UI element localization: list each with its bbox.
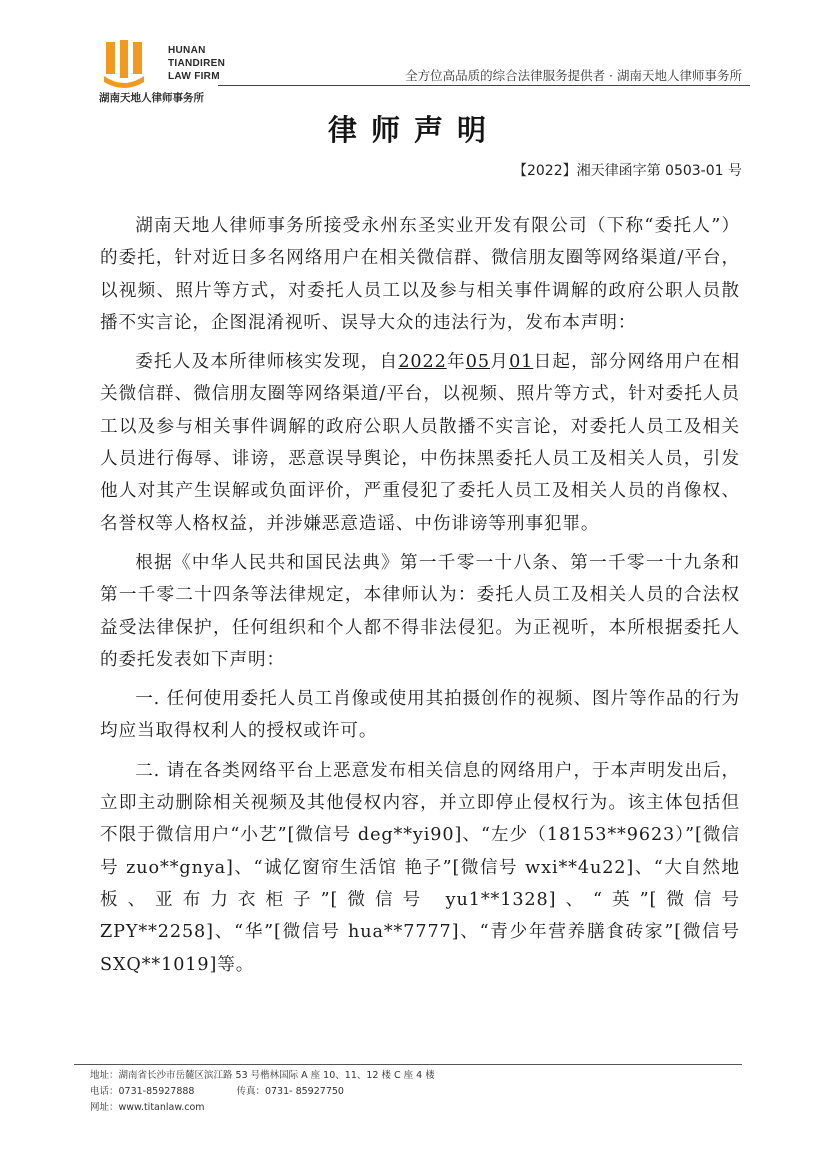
findings-text-d: 日起，部分网络用户在相关微信群、微信朋友圈等网络渠道/平台，以视频、照片等方式，针对委托人员工以及参与相关事件调解的政府公职人员散播不实言论，对委托人员工及相关人员进行侮辱、诽谤，恶意误导舆论，中伤抹黑委托人员工及相关人员，引发他人对其产生误解或负面评价，严重侵犯了委托人员工及相关人员的肖像权、名誉权等人格权益，并涉嫌恶意造谣、中伤诽谤等刑事犯罪。 (100, 352, 741, 534)
footer-fax: 传真：0731- 85927750 (236, 1086, 344, 1097)
logo-english-name (168, 44, 225, 83)
logo-line-1: HUNAN (168, 45, 206, 56)
document-body (100, 210, 740, 981)
footer-contact (90, 1084, 435, 1100)
logo-chinese-name: 湖南天地人律师事务所 (99, 92, 204, 104)
footer-address: 地址：湖南省长沙市岳麓区滨江路 53 号楷林国际 A 座 10、11、12 楼 C 座 4 楼 (90, 1070, 435, 1081)
document-title: 律师声明 (327, 113, 500, 147)
paragraph-intro: 湖南天地人律师事务所接受永州东圣实业开发有限公司（下称“委托人”）的委托，针对近日多名网络用户在相关微信群、微信朋友圈等网络渠道/平台，以视频、照片等方式，对委托人员工以及参与相关事件调解的政府公职人员散播不实言论，企图混淆视听、误导大众的违法行为，发布本声明： (100, 216, 740, 333)
paragraph-legal-basis: 根据《中华人民共和国民法典》第一千零一十八条、第一千零一十九条和第一千零二十四条等法律规定，本律师认为：委托人员工及相关人员的合法权益受法律保护，任何组织和个人都不得非法侵犯。为正视听，本所根据委托人的委托发表如下声明： (100, 552, 740, 670)
footer (90, 1068, 435, 1116)
header-divider (218, 85, 750, 86)
findings-text-c: 月 (489, 352, 510, 373)
footer-phone: 电话：0731-85927888 (90, 1086, 195, 1097)
findings-month: 05 (465, 352, 490, 373)
header-tagline: 全方位高品质的综合法律服务提供者 · 湖南天地人律师事务所 (405, 68, 742, 83)
law-firm-logo (96, 38, 226, 104)
findings-day: 01 (509, 352, 534, 373)
findings-text-b: 年 (446, 352, 466, 373)
paragraph-findings (100, 346, 740, 540)
logo-mark-icon (102, 40, 146, 88)
paragraph-statement-2: 二. 请在各类网络平台上恶意发布相关信息的网络用户，于本声明发出后，立即主动删除相关视频及其他侵权内容，并立即停止侵权行为。该主体包括但不限于微信用户“小艺”[微信号 deg**yi90]、“左少（18153**9623）”[微信号 zuo**gnya]、“诚亿窗帘生活馆 艳子”[微信号 wxi**4u22]、“大自然地板、亚布力衣柜子”[微信号 yu1**1328]、“英”[微信号 ZPY**2258]、“华”[微信号 hua**7777]、“青少年营养膳食砖家”[微信号 SXQ**1019]等。 (100, 760, 740, 975)
document-number: 【2022】湘天律函字第 0503-01 号 (512, 163, 742, 179)
paragraph-statement-1: 一. 任何使用委托人员工肖像或使用其拍摄创作的视频、图片等作品的行为均应当取得权利人的授权或许可。 (100, 689, 740, 742)
footer-website: 网址：www.titanlaw.com (90, 1102, 205, 1113)
footer-divider (74, 1064, 742, 1065)
findings-text-a: 委托人及本所律师核实发现，自 (135, 352, 399, 373)
logo-line-3: LAW FIRM (168, 71, 220, 82)
findings-year: 2022 (398, 352, 447, 373)
logo-line-2: TIANDIREN (168, 58, 226, 69)
